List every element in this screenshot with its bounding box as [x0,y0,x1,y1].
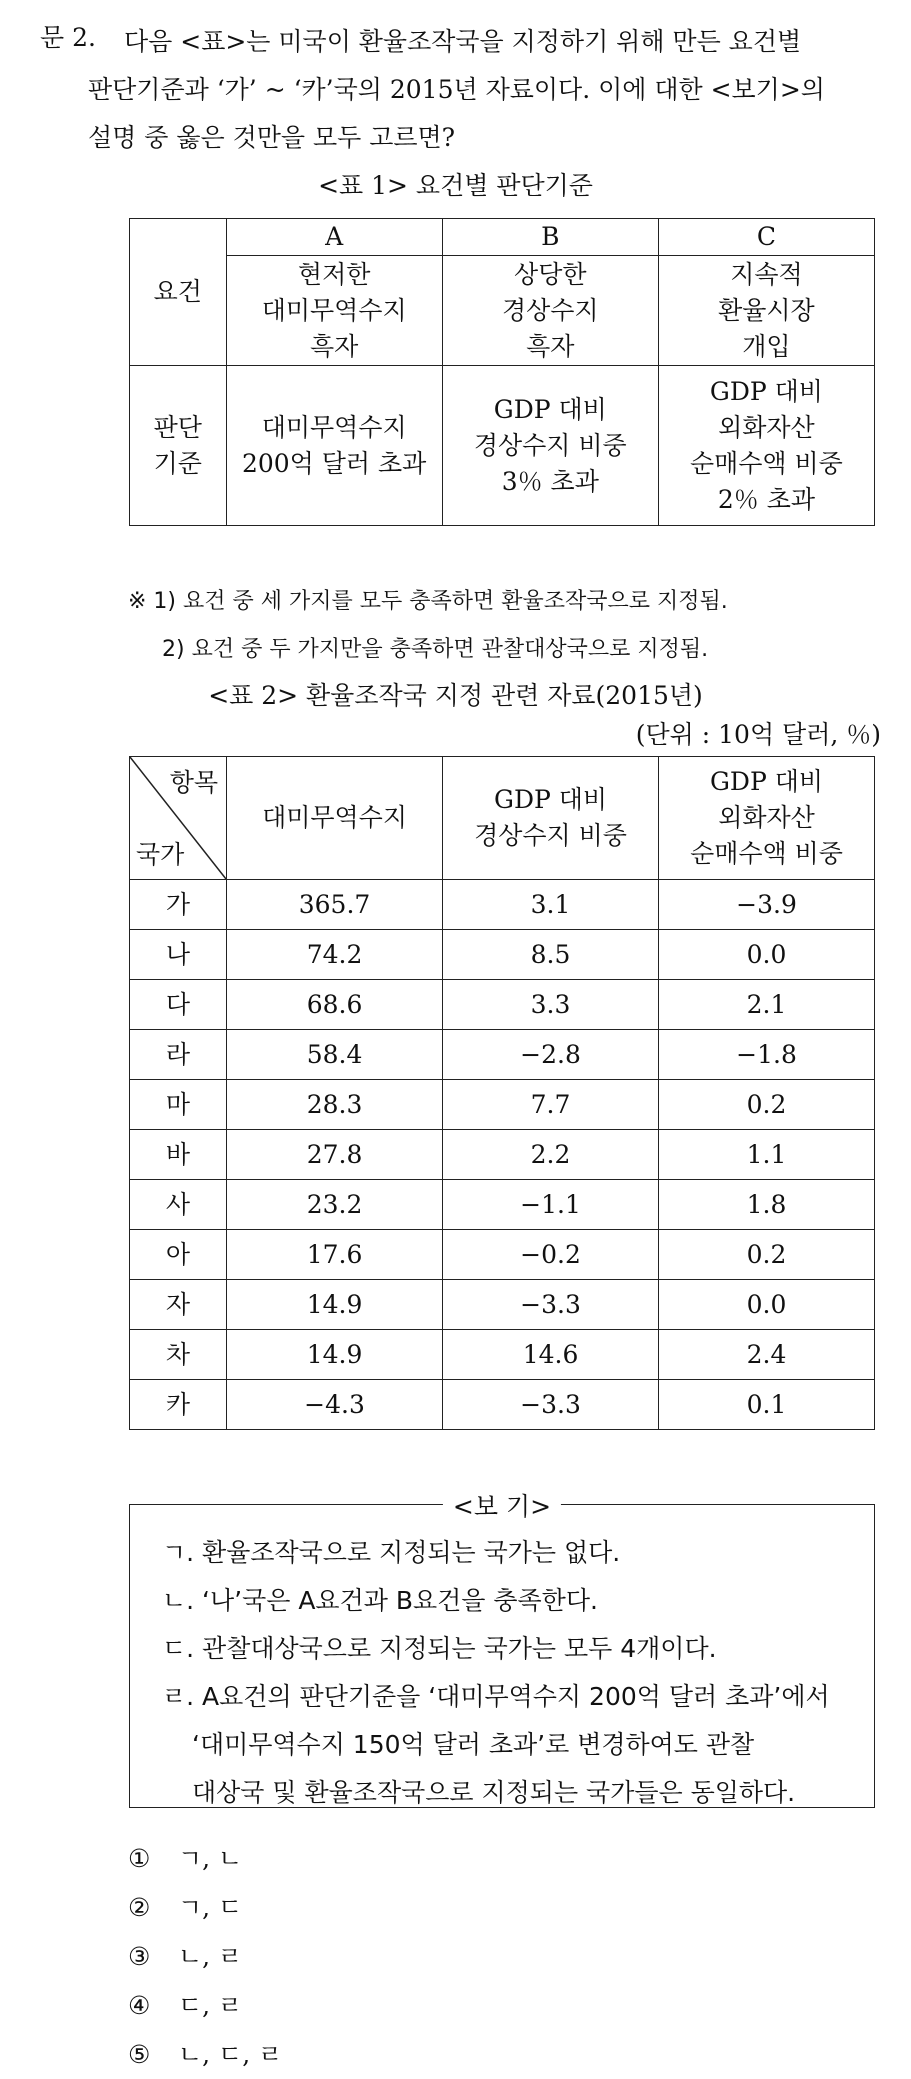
row-label-criteria: 판단 기준 [130,366,227,526]
row-label-requirement: 요건 [130,219,227,366]
cell-trade: 28.3 [227,1080,443,1130]
bogi-box [129,1492,875,1808]
question-text [88,18,884,162]
choice-marker: ③ [128,1942,151,1971]
question-line-1: 다음 <표>는 미국이 환율조작국을 지정하기 위해 만든 요건별 [124,27,802,56]
table1-caption: <표 1> 요건별 판단기준 [318,171,593,200]
cell-fx: 0.2 [659,1230,875,1280]
cell-fx: 2.1 [659,980,875,1030]
cell-country: 차 [130,1330,227,1380]
table-row [130,1230,875,1280]
cell-fx: 2.4 [659,1330,875,1380]
cell-trade: 27.8 [227,1130,443,1180]
cell-current: −2.8 [443,1030,659,1080]
table2-body [130,880,875,1430]
table2-unit: (단위 : 10억 달러, ％) [635,720,881,749]
cell-current: −3.3 [443,1380,659,1430]
choice-text: ㄴ, ㄹ [178,1942,243,1971]
criteria-b: GDP 대비 경상수지 비중 3％ 초과 [442,366,658,526]
col-header-a: A [226,219,442,256]
choice-text: ㄱ, ㄴ [178,1844,243,1873]
cell-country: 사 [130,1180,227,1230]
requirement-a: 현저한 대미무역수지 흑자 [226,256,442,366]
cell-current: −0.2 [443,1230,659,1280]
note-2: 2) 요건 중 두 가지만을 충족하면 관찰대상국으로 지정됨. [162,637,709,662]
table-row [130,1180,875,1230]
cell-country: 라 [130,1030,227,1080]
cell-fx: 0.0 [659,930,875,980]
choice-marker: ④ [128,1991,151,2020]
table-row [130,1330,875,1380]
criteria-table [129,218,875,526]
cell-trade: 23.2 [227,1180,443,1230]
table1-notes [128,578,728,674]
cell-fx: 0.0 [659,1280,875,1330]
cell-fx: −3.9 [659,880,875,930]
bogi-items [162,1529,852,1817]
bogi-item-2: ㄴ. ‘나’국은 A요건과 B요건을 충족한다. [162,1586,598,1615]
cell-current: 8.5 [443,930,659,980]
answer-choices [128,1834,282,2079]
table-row [130,1030,875,1080]
choice-text: ㄴ, ㄷ, ㄹ [178,2040,283,2069]
cell-fx: 1.8 [659,1180,875,1230]
criteria-a: 대미무역수지 200억 달러 초과 [226,366,442,526]
choice-marker: ② [128,1893,151,1922]
cell-current: 2.2 [443,1130,659,1180]
table-row [130,930,875,980]
question-line-3: 설명 중 옳은 것만을 모두 고르면? [88,123,456,152]
cell-fx: −1.8 [659,1030,875,1080]
table-row [130,1380,875,1430]
cell-current: 3.3 [443,980,659,1030]
choice-3[interactable] [128,1932,282,1981]
table-row [130,1280,875,1330]
cell-trade: 74.2 [227,930,443,980]
cell-country: 자 [130,1280,227,1330]
requirement-c: 지속적 환율시장 개입 [658,256,874,366]
table-row [130,980,875,1030]
cell-country: 바 [130,1130,227,1180]
table2-caption: <표 2> 환율조작국 지정 관련 자료(2015년) [208,681,703,710]
cell-trade: 68.6 [227,980,443,1030]
cell-trade: 58.4 [227,1030,443,1080]
bogi-item-4-cont-2: 대상국 및 환율조작국으로 지정되는 국가들은 동일하다. [192,1778,796,1807]
choice-4[interactable] [128,1981,282,2030]
choice-2[interactable] [128,1883,282,1932]
bogi-item-1: ㄱ. 환율조작국으로 지정되는 국가는 없다. [162,1538,621,1567]
cell-country: 마 [130,1080,227,1130]
choice-marker: ① [128,1844,151,1873]
cell-trade: 14.9 [227,1330,443,1380]
cell-fx: 0.2 [659,1080,875,1130]
cell-trade: 14.9 [227,1280,443,1330]
table-row [130,880,875,930]
cell-country: 나 [130,930,227,980]
designation-data-table [129,756,875,1430]
cell-current: −3.3 [443,1280,659,1330]
header-current: GDP 대비 경상수지 비중 [443,757,659,880]
choice-5[interactable] [128,2030,282,2079]
bogi-item-4: ㄹ. A요건의 판단기준을 ‘대미무역수지 200억 달러 초과’에서 [162,1682,830,1711]
choice-text: ㄷ, ㄹ [178,1991,243,2020]
cell-current: 3.1 [443,880,659,930]
header-fx: GDP 대비 외화자산 순매수액 비중 [659,757,875,880]
cell-current: 7.7 [443,1080,659,1130]
cell-country: 가 [130,880,227,930]
table-row [130,1080,875,1130]
bogi-title: <보 기> [443,1487,561,1523]
col-header-c: C [658,219,874,256]
bogi-item-4-cont-1: ‘대미무역수지 150억 달러 초과’로 변경하여도 관찰 [192,1730,755,1759]
corner-cell [130,757,227,880]
header-trade: 대미무역수지 [227,757,443,880]
question-number: 문 2. [40,23,96,52]
cell-fx: 0.1 [659,1380,875,1430]
question-line-2: 판단기준과 ‘가’ ~ ‘카’국의 2015년 자료이다. 이에 대한 <보기>의 [88,75,825,104]
note-1: ※ 1) 요건 중 세 가지를 모두 충족하면 환율조작국으로 지정됨. [128,589,728,614]
corner-item-label: 항목 [169,768,218,797]
requirement-b: 상당한 경상수지 흑자 [442,256,658,366]
cell-trade: 365.7 [227,880,443,930]
cell-country: 카 [130,1380,227,1430]
table-row [130,1130,875,1180]
cell-country: 아 [130,1230,227,1280]
bogi-item-3: ㄷ. 관찰대상국으로 지정되는 국가는 모두 4개이다. [162,1634,717,1663]
criteria-c: GDP 대비 외화자산 순매수액 비중 2％ 초과 [658,366,874,526]
cell-trade: −4.3 [227,1380,443,1430]
corner-country-label: 국가 [136,840,185,869]
cell-current: 14.6 [443,1330,659,1380]
cell-country: 다 [130,980,227,1030]
choice-marker: ⑤ [128,2040,151,2069]
choice-text: ㄱ, ㄷ [178,1893,243,1922]
choice-1[interactable] [128,1834,282,1883]
cell-trade: 17.6 [227,1230,443,1280]
cell-current: −1.1 [443,1180,659,1230]
cell-fx: 1.1 [659,1130,875,1180]
col-header-b: B [442,219,658,256]
